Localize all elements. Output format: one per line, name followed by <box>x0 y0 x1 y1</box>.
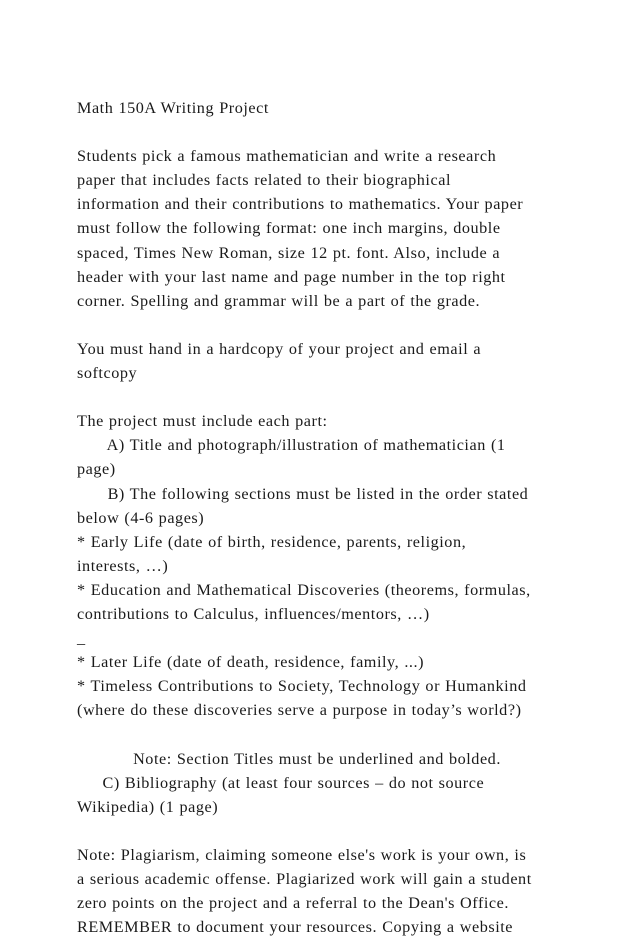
text-line: (where do these discoveries serve a purpose in today’s world?) <box>77 701 522 720</box>
text-line: spaced, Times New Roman, size 12 pt. font. Also, include a <box>77 243 501 262</box>
intro-paragraph <box>77 144 597 313</box>
text-line: page) <box>77 460 116 479</box>
text-line: C) Bibliography (at least four sources – do not source <box>77 773 485 792</box>
plagiarism-paragraph <box>77 843 597 939</box>
text-line: Note: Plagiarism, claiming someone else's work is your own, is <box>77 845 527 864</box>
text-line: A) Title and photograph/illustration of mathematician (1 <box>77 436 506 455</box>
paragraph-spacer <box>77 120 597 144</box>
paragraph-spacer <box>77 819 597 843</box>
text-line: * Timeless Contributions to Society, Technology or Humankind <box>77 677 527 696</box>
text-line: * Later Life (date of death, residence, family, ...) <box>77 653 425 672</box>
text-line: contributions to Calculus, influences/mentors, …) <box>77 604 430 623</box>
text-line: corner. Spelling and grammar will be a part of the grade. <box>77 291 481 310</box>
paragraph-spacer <box>77 385 597 409</box>
text-line: information and their contributions to mathematics. Your paper <box>77 195 524 214</box>
text-line: Wikipedia) (1 page) <box>77 797 219 816</box>
text-line: Students pick a famous mathematician and write a research <box>77 147 497 166</box>
text-line: REMEMBER to document your resources. Copying a website <box>77 918 514 937</box>
text-line: must follow the following format: one inch margins, double <box>77 219 501 238</box>
text-line: zero points on the project and a referral to the Dean's Office. <box>77 894 510 913</box>
parts-section <box>77 409 597 722</box>
text-line: You must hand in a hardcopy of your project and email a <box>77 339 482 358</box>
hand-in-paragraph <box>77 337 597 385</box>
text-line: below (4-6 pages) <box>77 508 205 527</box>
text-line: * Early Life (date of birth, residence, parents, religion, <box>77 532 467 551</box>
text-line: a serious academic offense. Plagiarized work will gain a student <box>77 870 532 888</box>
document-body <box>77 96 597 939</box>
text-line: Note: Section Titles must be underlined and bolded. <box>77 749 501 768</box>
text-line: The project must include each part: <box>77 412 328 431</box>
text-line: B) The following sections must be listed in the order stated <box>77 484 529 503</box>
text-line: _ <box>77 629 86 648</box>
notes-section <box>77 747 597 819</box>
text-line: * Education and Mathematical Discoveries (theorems, formulas, <box>77 580 531 599</box>
paragraph-spacer <box>77 313 597 337</box>
text-line: softcopy <box>77 364 138 383</box>
text-line: paper that includes facts related to their biographical <box>77 171 451 190</box>
text-line: header with your last name and page number in the top right <box>77 267 506 286</box>
text-line: interests, …) <box>77 556 169 575</box>
paragraph-spacer <box>77 722 597 746</box>
document-title: Math 150A Writing Project <box>77 99 269 117</box>
